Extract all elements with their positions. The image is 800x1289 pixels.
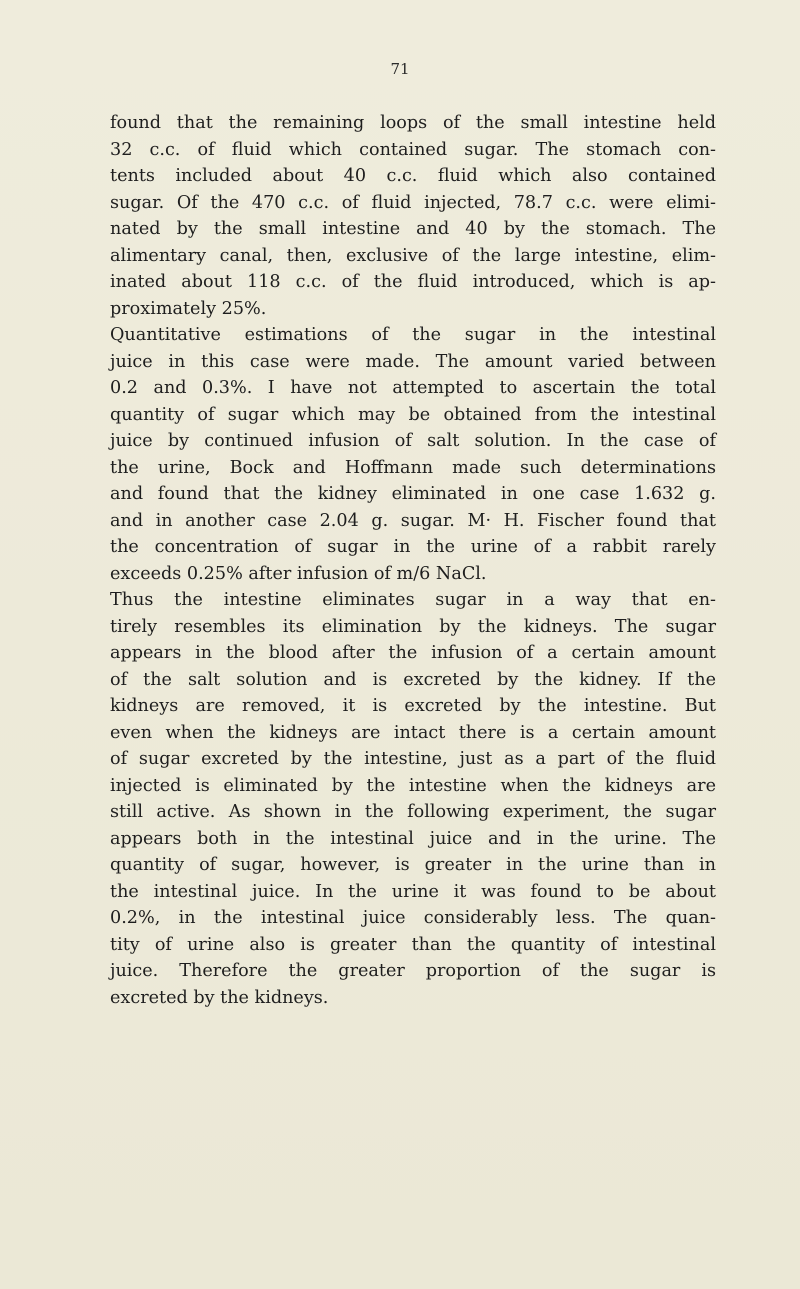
text-line: nated by the small intestine and 40 by the stomach. The [110,219,716,239]
text-line: excreted by the kidneys. [110,987,329,1008]
text-line: juice. Therefore the greater proportion of the sugar is [110,961,716,981]
text-line: tents included about 40 c.c. fluid which also contained [110,166,716,186]
text-line: found that the remaining loops of the small intestine held [110,113,716,133]
text-line: injected is eliminated by the intestine when the kidneys are [110,775,716,796]
text-line: 0.2 and 0.3%. I have not attempted to ascertain the total [110,378,716,398]
text-line: Quantitative estimations of the sugar in the intestinal [110,325,716,345]
text-line: 32 c.c. of fluid which contained sugar. The stomach con- [110,139,716,160]
page-number: 71 [390,60,410,78]
text-line: and found that the kidney eliminated in one case 1.632 g. [110,484,716,504]
text-line: quantity of sugar which may be obtained from the intestinal [110,404,716,425]
text-line: appears in the blood after the infusion of a certain amount [110,643,716,663]
text-line: the urine, Bock and Hoffmann made such determinations [110,457,716,478]
text-line: tirely resembles its elimination by the kidneys. The sugar [110,616,716,637]
text-line: the intestinal juice. In the urine it was found to be about [110,881,716,902]
text-line: appears both in the intestinal juice and in the urine. The [110,828,716,849]
text-line: sugar. Of the 470 c.c. of fluid injected, 78.7 c.c. were elimi- [110,192,716,213]
text-line: kidneys are removed, it is excreted by the intestine. But [110,696,716,716]
text-line: tity of urine also is greater than the quantity of intestinal [110,934,716,955]
text-line: inated about 118 c.c. of the fluid introduced, which is ap- [110,272,716,292]
text-line: the concentration of sugar in the urine of a rabbit rarely [110,537,716,557]
body-text [110,110,716,1011]
text-line: of the salt solution and is excreted by the kidney. If the [110,669,716,690]
text-line: quantity of sugar, however, is greater in the urine than in [110,855,716,875]
text-line: and in another case 2.04 g. sugar. M· H. Fischer found that [110,510,716,531]
text-line: proximately 25%. [110,298,267,319]
text-line: even when the kidneys are intact there is a certain amount [110,722,716,743]
text-line: exceeds 0.25% after infusion of m/6 NaCl. [110,563,487,584]
text-line: 0.2%, in the intestinal juice considerably less. The quan- [110,908,716,928]
text-line: of sugar excreted by the intestine, just as a part of the fluid [110,749,716,769]
text-line: juice by continued infusion of salt solution. In the case of [110,431,716,451]
text-line: Thus the intestine eliminates sugar in a way that en- [110,590,716,610]
text-line: juice in this case were made. The amount varied between [110,351,716,372]
text-line: alimentary canal, then, exclusive of the large intestine, elim- [110,245,716,266]
text-line: still active. As shown in the following experiment, the sugar [110,802,716,822]
